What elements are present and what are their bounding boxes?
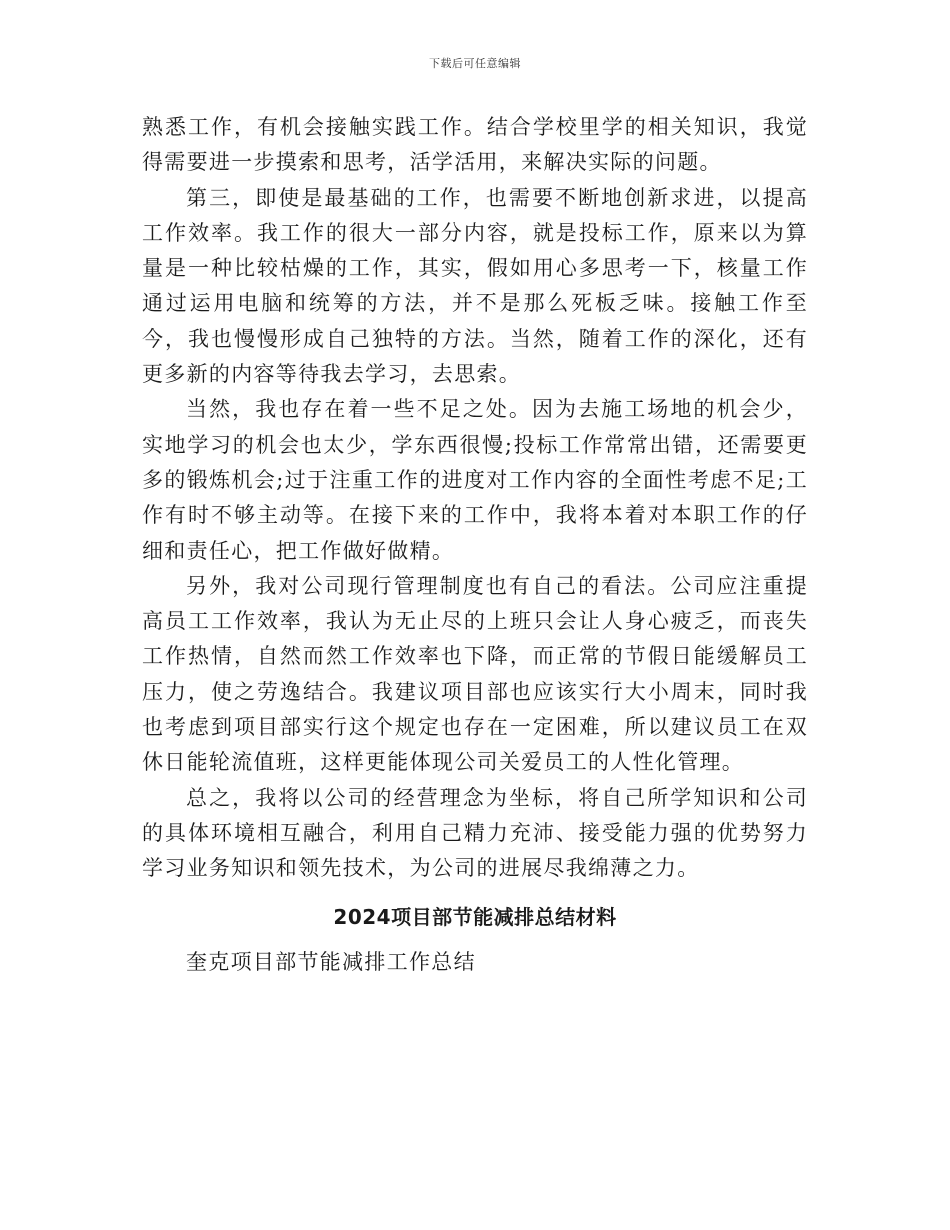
paragraph-2: 第三，即使是最基础的工作，也需要不断地创新求进，以提高工作效率。我工作的很大一部分内容，就是投标工作，原来以为算量是一种比较枯燥的工作，其实，假如用心多思考一下，核量工作通过运用电脑和统筹的方法，并不是那么死板乏味。接触工作至今，我也慢慢形成自己独特的方法。当然，随着工作的深化，还有更多新的内容等待我去学习，去思索。 xyxy=(142,185,808,387)
paragraph-3: 当然，我也存在着一些不足之处。因为去施工场地的机会少，实地学习的机会也太少，学东西很慢;投标工作常常出错，还需要更多的锻炼机会;过于注重工作的进度对工作内容的全面性考虑不足;工作有时不够主动等。在接下来的工作中，我将本着对本职工作的仔细和责任心，把工作做好做精。 xyxy=(142,397,808,563)
section-subtitle: 奎克项目部节能减排工作总结 xyxy=(186,949,476,974)
paragraph-4: 另外，我对公司现行管理制度也有自己的看法。公司应注重提高员工工作效率，我认为无止尽的上班只会让人身心疲乏，而丧失工作热情，自然而然工作效率也下降，而正常的节假日能缓解员工压力，使之劳逸结合。我建议项目部也应该实行大小周末，同时我也考虑到项目部实行这个规定也存在一定困难，所以建议员工在双休日能轮流值班，这样更能体现公司关爱员工的人性化管理。 xyxy=(142,573,808,775)
paragraph-5: 总之，我将以公司的经营理念为坐标，将自己所学知识和公司的具体环境相互融合，利用自己精力充沛、接受能力强的优势努力学习业务知识和领先技术，为公司的进展尽我绵薄之力。 xyxy=(142,785,808,881)
document-body xyxy=(142,110,808,980)
section-title: 2024项目部节能减排总结材料 xyxy=(333,904,617,929)
paragraph-1: 熟悉工作，有机会接触实践工作。结合学校里学的相关知识，我觉得需要进一步摸索和思考，活学活用，来解决实际的问题。 xyxy=(142,115,808,175)
page-header-note: 下载后可任意编辑 xyxy=(429,57,521,70)
